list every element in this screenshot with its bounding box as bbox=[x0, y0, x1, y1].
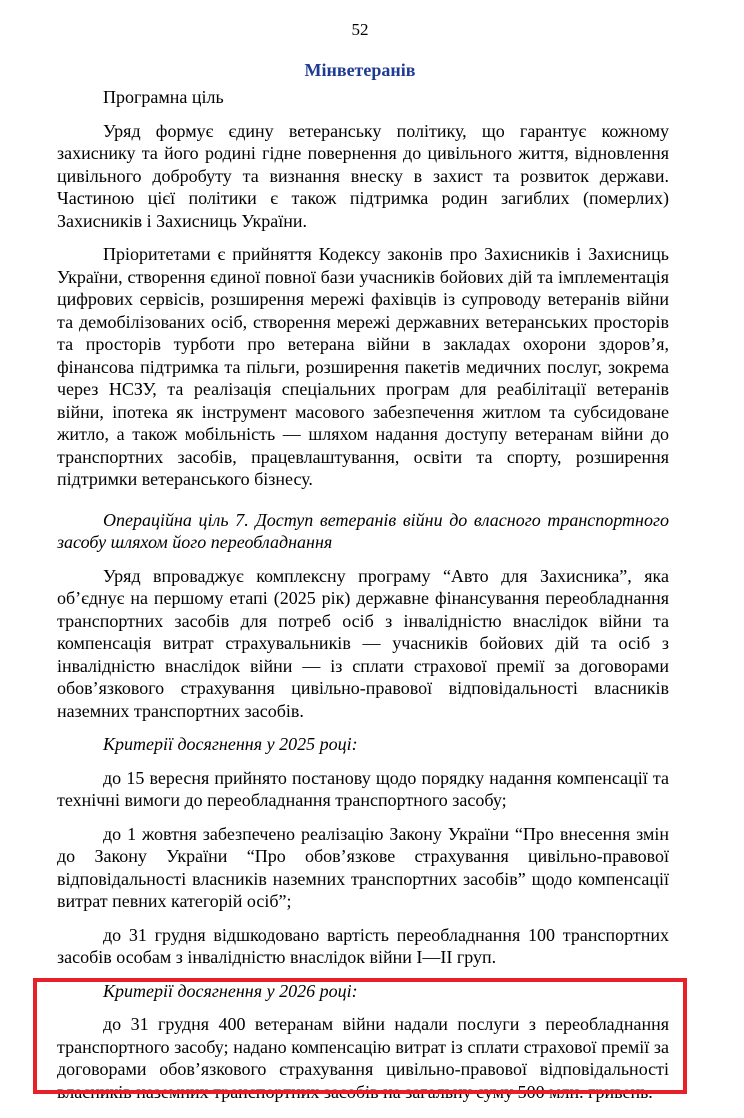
paragraph-criterion-dec31: до 31 грудня відшкодовано вартість переобладнання 100 транспортних засобів особам з інвалідністю внаслідок війни I—II груп. bbox=[57, 924, 669, 967]
paragraph-priorities: Пріоритетами є прийняття Кодексу законів про Захисників і Захисниць України, створення єдиної повної бази учасників бойових дій та імплементація цифрових сервісів, розширення мережі фахівців із супроводу ветеранів війни та демобілізованих осіб, створення мережі державних ветеранських просторів та просторів турботи про ветерана війни в закладах охорони здоров’я, фінансова підтримка та пільги, розширення пакетів медичних послуг, зокрема через НСЗУ, та реалізація спеціальних програм для реабілітації ветеранів війни, іпотека як інструмент масового забезпечення житлом та субсидоване житло, а також мобільність — шляхом надання доступу ветеранам війни до транспортних засобів, працевлаштування, освіти та спорту, розширення підтримки ветеранського бізнесу. bbox=[57, 244, 669, 489]
paragraph-operational-goal: Операційна ціль 7. Доступ ветеранів війни до власного транспортного засобу шляхом його переобладнання bbox=[57, 509, 669, 552]
page-number: 52 bbox=[351, 20, 369, 39]
paragraph-criteria-2025: Критерії досягнення у 2025 році: bbox=[103, 734, 358, 754]
paragraph-program-goal: Програмна ціль bbox=[103, 87, 224, 107]
paragraph-criterion-2026: до 31 грудня 400 ветеранам війни надали послуги з переобладнання транспортного засобу; надано компенсацію витрат із сплати страхової премії за договорами обов’язкового страхування цивільно-правової відповідальності власників наземних транспортних засобів на загальну суму 500 млн. гривень. bbox=[57, 1014, 669, 1102]
paragraph-auto-program: Уряд впроваджує комплексну програму “Авто для Захисника”, яка об’єднує на першому етапі (2025 рік) державне фінансування переобладнання транспортних засобів для потреб осіб з інвалідністю внаслідок війни та компенсація витрат страхувальників — учасників бойових дій та осіб з інвалідністю внаслідок війни — із сплати страхової премії за договорами обов’язкового страхування цивільно-правової відповідальності власників наземних транспортних засобів. bbox=[57, 565, 669, 721]
paragraph-criterion-oct1: до 1 жовтня забезпечено реалізацію Закону України “Про внесення змін до Закону України “Про обов’язкове страхування цивільно-правової відповідальності власників наземних транспортних засобів” щодо компенсації витрат певних категорій осіб”; bbox=[57, 823, 669, 911]
ministry-title: Мінветеранів bbox=[304, 60, 416, 80]
paragraph-criteria-2026: Критерії досягнення у 2026 році: bbox=[103, 980, 358, 1001]
paragraph-policy: Уряд формує єдину ветеранську політику, що гарантує кожному захиснику та його родині гідне повернення до цивільного життя, відновлення цивільного добробуту та визнання внеску в захист та розвиток держави. Частиною цієї політики є також підтримка родин загиблих (померлих) Захисників і Захисниць України. bbox=[57, 120, 669, 231]
document-body bbox=[57, 86, 669, 1103]
highlight-box bbox=[33, 978, 687, 1094]
paragraph-criterion-sep15: до 15 вересня прийнято постанову щодо порядку надання компенсації та технічні вимоги до переобладнання транспортного засобу; bbox=[57, 767, 669, 810]
